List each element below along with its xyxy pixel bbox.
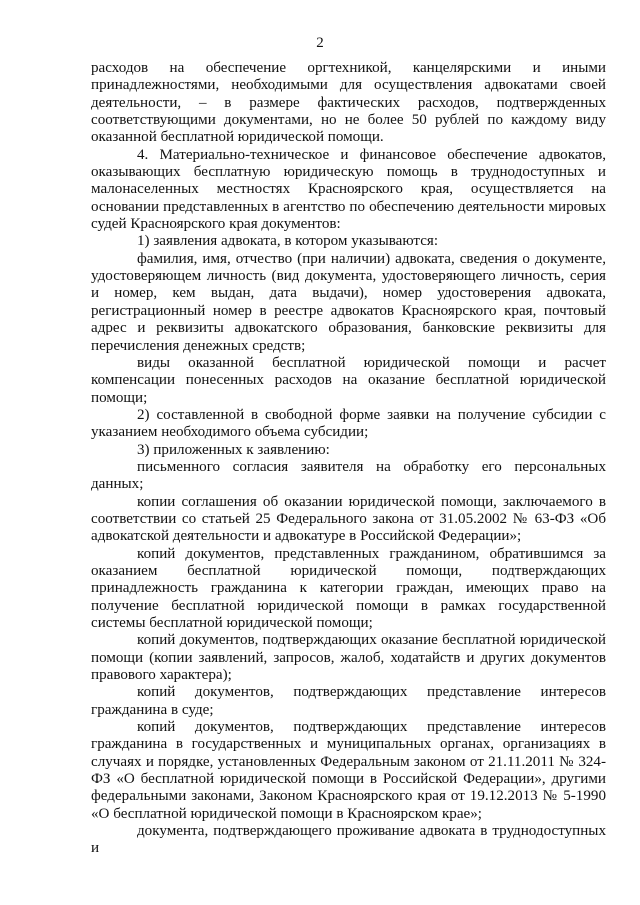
paragraph: 4. Материально-техническое и финансовое обеспечение адвокатов, оказывающих бесплатную юридическую помощь в труднодоступных и малонаселенных местностях Красноярского края, осуществляется на основании представленных в агентство по обеспечению деятельности мировых судей Красноярского края документов: [91,146,606,233]
paragraph: документа, подтверждающего проживание адвоката в труднодоступных и [91,823,606,857]
paragraph: фамилия, имя, отчество (при наличии) адвоката, сведения о документе, удостоверяющем личность (вид документа, удостоверяющего личность, серия и номер, кем выдан, дата выдачи), номер удостоверения адвоката, регистрационный номер в реестре адвокатов Красноярского края, почтовый адрес и реквизиты адвокатского образования, банковские реквизиты для перечисления денежных средств; [91,250,606,354]
paragraph: расходов на обеспечение оргтехникой, канцелярскими и иными принадлежностями, необходимыми для осуществления адвокатами своей деятельности, – в размере фактических расходов, подтвержденных соответствующими документами, но не более 50 рублей по каждому виду оказанной бесплатной юридической помощи. [91,60,606,146]
paragraph: 3) приложенных к заявлению: [137,441,330,458]
paragraph: копии соглашения об оказании юридической помощи, заключаемого в соответствии со статьей 25 Федерального закона от 31.05.2002 № 63-ФЗ «Об адвокатской деятельности и адвокатуре в Российской Федерации»; [91,493,606,545]
paragraph: 2) составленной в свободной форме заявки на получение субсидии с указанием необходимого объема субсидии; [91,406,606,441]
paragraph: виды оказанной бесплатной юридической помощи и расчет компенсации понесенных расходов на оказание бесплатной юридической помощи; [91,354,606,406]
paragraph: копий документов, подтверждающих представление интересов гражданина в государственных и муниципальных органах, организациях в случаях и порядке, установленных Федеральным законом от 21.11.2011 № 324-ФЗ «О бесплатной юридической помощи в Российской Федерации», другими федеральными законами, Законом Красноярского края от 19.12.2013 № 5-1990 «О бесплатной юридической помощи в Красноярском крае»; [91,719,606,822]
paragraph: письменного согласия заявителя на обработку его персональных данных; [91,458,606,493]
paragraph: копий документов, подтверждающих оказание бесплатной юридической помощи (копии заявлений, запросов, жалоб, ходатайств и других документов правового характера); [91,632,606,684]
document-body [91,60,606,858]
page-number: 2 [316,35,324,51]
paragraph: копий документов, представленных гражданином, обратившимся за оказанием бесплатной юридической помощи, подтверждающих принадлежность гражданина к категории граждан, имеющих право на получение бесплатной юридической помощи в рамках государственной системы бесплатной юридической помощи; [91,545,606,631]
paragraph: 1) заявления адвоката, в котором указываются: [137,233,439,250]
paragraph: копий документов, подтверждающих представление интересов гражданина в суде; [91,684,606,718]
